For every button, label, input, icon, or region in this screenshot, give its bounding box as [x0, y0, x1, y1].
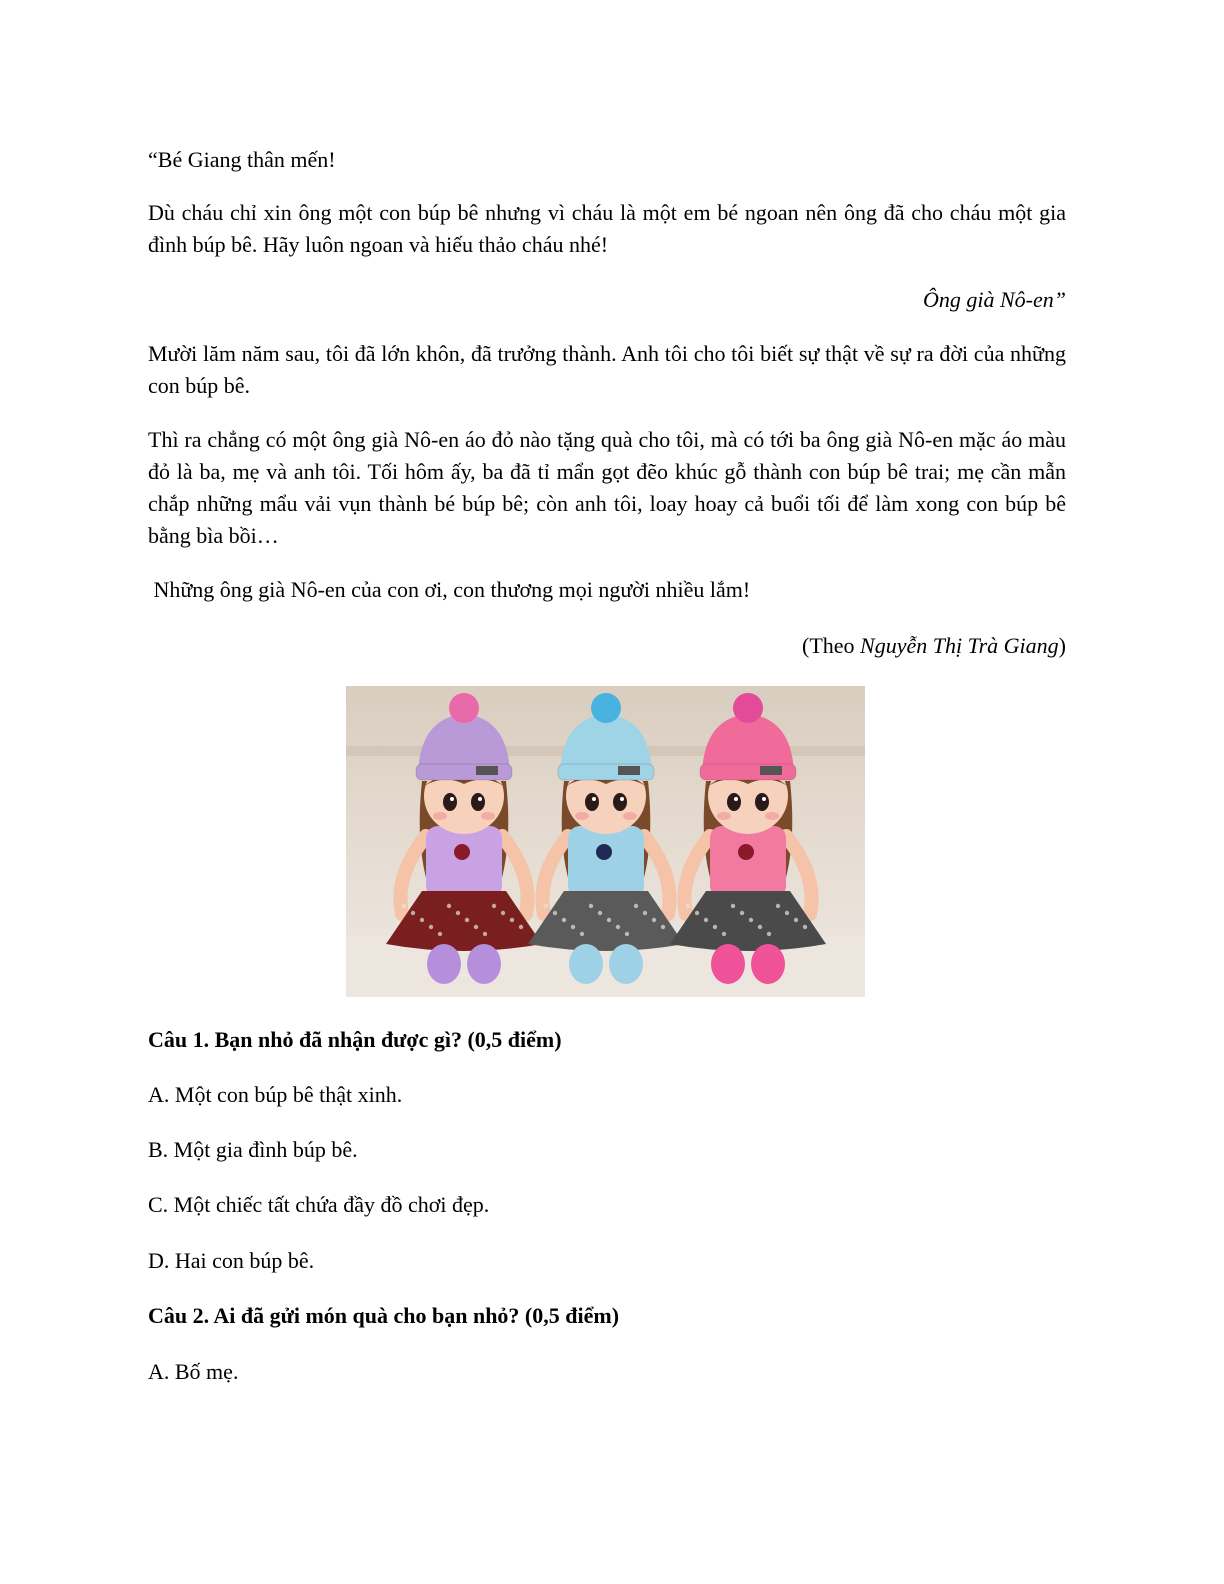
doll-flower	[454, 844, 470, 860]
doll-skirt-dot	[580, 932, 584, 936]
doll-skirt-dot	[429, 925, 433, 929]
doll-shoe-left	[569, 944, 603, 984]
question-2-option-a: A. Bố mẹ.	[148, 1359, 239, 1384]
source-author: Nguyễn Thị Trà Giang	[860, 633, 1059, 658]
story-paragraph-1: Mười lăm năm sau, tôi đã lớn khôn, đã trưởng thành. Anh tôi cho tôi biết sự thật về sự ra đời của những con búp bê.	[148, 341, 1066, 398]
letter-body: Dù cháu chỉ xin ông một con búp bê nhưng vì cháu là một em bé ngoan nên ông đã cho cháu một gia đình búp bê. Hãy luôn ngoan và hiếu thảo cháu nhé!	[148, 200, 1066, 257]
doll-skirt-dot	[483, 932, 487, 936]
letter-greeting: “Bé Giang thân mến!	[148, 147, 336, 172]
doll-skirt-dot	[785, 911, 789, 915]
doll-cheek-right	[623, 812, 637, 820]
doll-shirt	[710, 826, 786, 898]
doll-eye-left	[727, 793, 741, 811]
doll-skirt-dot	[607, 918, 611, 922]
doll-skirt-dot	[589, 904, 593, 908]
doll-skirt-dot	[544, 904, 548, 908]
doll-cheek-left	[575, 812, 589, 820]
doll-shoe-right	[609, 944, 643, 984]
doll-skirt-dot	[519, 925, 523, 929]
doll-eye-left	[585, 793, 599, 811]
doll-skirt-dot	[749, 918, 753, 922]
doll-shirt	[426, 826, 502, 898]
doll-flower	[738, 844, 754, 860]
doll-skirt-dot	[501, 911, 505, 915]
source-citation	[148, 630, 1066, 662]
doll-skirt-dot	[652, 918, 656, 922]
doll-skirt-dot	[634, 904, 638, 908]
doll-skirt-dot	[447, 904, 451, 908]
doll-skirt-dot	[438, 932, 442, 936]
doll-shoe-left	[427, 944, 461, 984]
doll-eye-shine-left	[734, 797, 738, 801]
question-1-option-c: C. Một chiếc tất chứa đầy đồ chơi đẹp.	[148, 1192, 490, 1217]
doll-skirt-dot	[740, 911, 744, 915]
source-prefix: (Theo	[802, 633, 861, 658]
doll-pompom	[449, 693, 479, 723]
source-suffix: )	[1058, 633, 1066, 658]
doll-hat-badge	[476, 766, 498, 775]
question-1-title: Câu 1. Bạn nhỏ đã nhận được gì? (0,5 điểm)	[148, 1027, 562, 1052]
doll-skirt-dot	[695, 911, 699, 915]
doll-hat-badge	[760, 766, 782, 775]
doll-skirt-dot	[553, 911, 557, 915]
doll-skirt-dot	[722, 932, 726, 936]
doll-eye-left	[443, 793, 457, 811]
doll-skirt-dot	[686, 904, 690, 908]
doll-skirt-dot	[411, 911, 415, 915]
doll-pompom	[733, 693, 763, 723]
doll-skirt-dot	[713, 925, 717, 929]
question-1-option-a: A. Một con búp bê thật xinh.	[148, 1082, 403, 1107]
question-1-option-d: D. Hai con búp bê.	[148, 1248, 315, 1273]
doll-eye-shine-left	[450, 797, 454, 801]
doll-cheek-right	[765, 812, 779, 820]
doll-skirt-dot	[661, 925, 665, 929]
doll-eye-right	[471, 793, 485, 811]
doll-skirt-dot	[420, 918, 424, 922]
doll-hat-badge	[618, 766, 640, 775]
doll-shirt	[568, 826, 644, 898]
letter-signature: Ông già Nô-en”	[923, 287, 1066, 312]
doll-skirt-dot	[794, 918, 798, 922]
doll-pompom	[591, 693, 621, 723]
dolls-illustration	[346, 686, 865, 997]
doll-skirt-dot	[456, 911, 460, 915]
doll-eye-right	[613, 793, 627, 811]
doll-skirt-dot	[767, 932, 771, 936]
doll-eye-shine-right	[762, 797, 766, 801]
dolls-picture	[346, 686, 865, 997]
doll-skirt-dot	[758, 925, 762, 929]
doll-eye-shine-left	[592, 797, 596, 801]
doll-flower	[596, 844, 612, 860]
question-1-option-b: B. Một gia đình búp bê.	[148, 1137, 358, 1162]
doll-eye-shine-right	[478, 797, 482, 801]
doll-shoe-left	[711, 944, 745, 984]
doll-skirt-dot	[598, 911, 602, 915]
doll-shoe-right	[467, 944, 501, 984]
doll-skirt-dot	[731, 904, 735, 908]
question-2-title: Câu 2. Ai đã gửi món quà cho bạn nhỏ? (0,5 điểm)	[148, 1303, 620, 1328]
doll-skirt-dot	[402, 904, 406, 908]
doll-skirt-dot	[562, 918, 566, 922]
doll-skirt-dot	[571, 925, 575, 929]
doll-skirt-dot	[492, 904, 496, 908]
story-paragraph-2: Thì ra chẳng có một ông già Nô-en áo đỏ nào tặng quà cho tôi, mà có tới ba ông già Nô-en mặc áo màu đỏ là ba, mẹ và anh tôi. Tối hôm ấy, ba đã tỉ mẩn gọt đẽo khúc gỗ thành con búp bê trai; mẹ cần mẫn chắp những mẩu vải vụn thành bé búp bê; còn anh tôi, loay hoay cả buổi tối để làm xong con búp bê bằng bìa bồi…	[148, 427, 1066, 548]
doll-cheek-left	[433, 812, 447, 820]
doll-skirt-dot	[643, 911, 647, 915]
dolls-group	[386, 693, 826, 984]
doll-skirt-dot	[625, 932, 629, 936]
doll-skirt-dot	[510, 918, 514, 922]
doll-skirt-dot	[776, 904, 780, 908]
doll-skirt-dot	[616, 925, 620, 929]
doll-skirt-dot	[465, 918, 469, 922]
doll-cheek-left	[717, 812, 731, 820]
doll-cheek-right	[481, 812, 495, 820]
doll-skirt-dot	[704, 918, 708, 922]
story-paragraph-3: Những ông già Nô-en của con ơi, con thương mọi người nhiều lắm!	[148, 577, 751, 602]
doll-eye-right	[755, 793, 769, 811]
doll-skirt-dot	[474, 925, 478, 929]
doll-skirt-dot	[803, 925, 807, 929]
doll-shoe-right	[751, 944, 785, 984]
doll-eye-shine-right	[620, 797, 624, 801]
